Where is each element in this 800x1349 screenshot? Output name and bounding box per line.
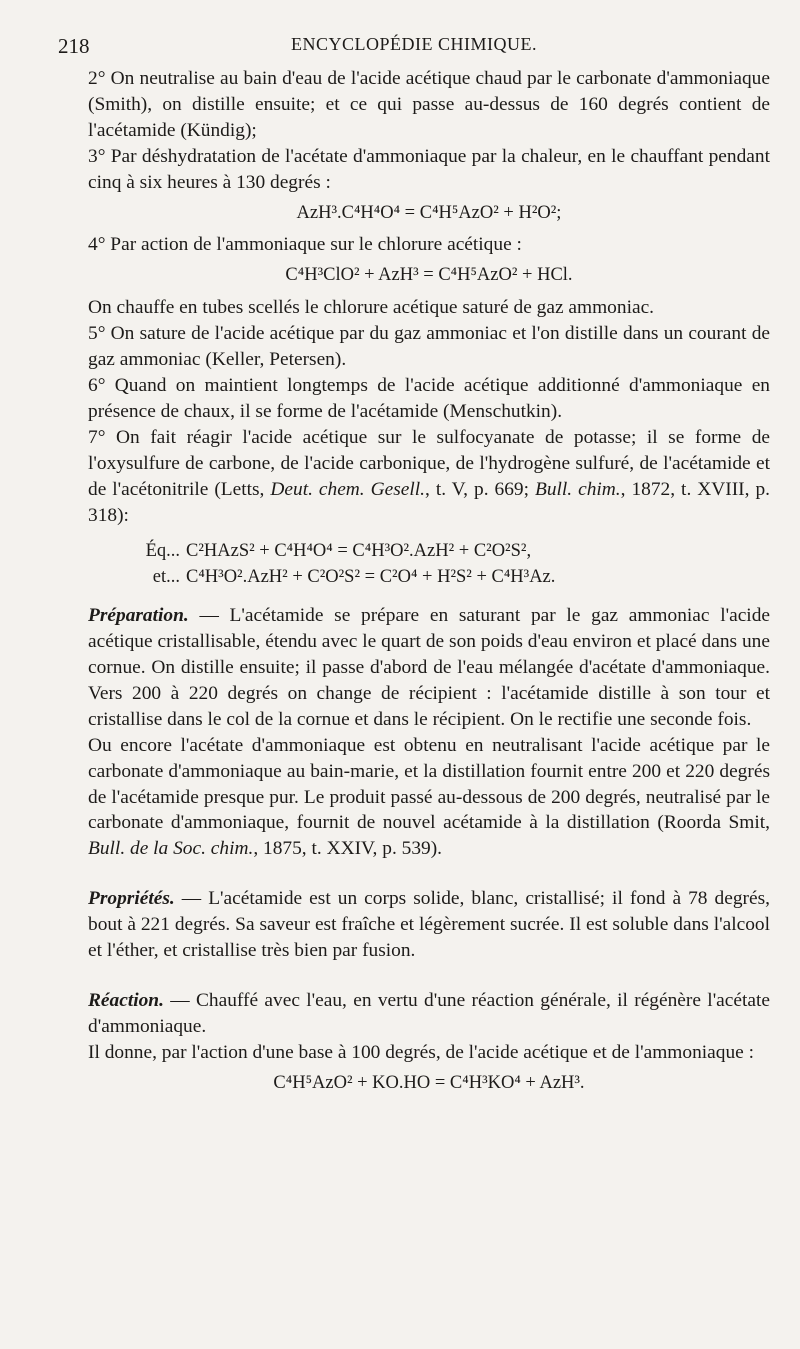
section-gap [88,862,770,886]
paragraph-preparation-alt [88,733,770,863]
preparation-alt-text-b: , 1875, t. XXIV, p. 539). [253,838,443,860]
reference-bull-chim: Bull. chim. [534,478,621,500]
equation-row [88,565,770,591]
formula-base-hydrolysis: C⁴H⁵AzO² + KO.HO = C⁴H³KO⁴ + AzH³. [273,1072,585,1093]
running-title: ENCYCLOPÉDIE CHIMIQUE. [291,34,537,54]
paragraph-base-action: Il donne, par l'action d'une base à 100 degrés, de l'acide acétique et de l'ammoniaque : [88,1041,754,1063]
reaction-text: — Chauffé avec l'eau, en vertu d'une réaction générale, il régénère l'acétate d'ammoniaque. [88,990,770,1037]
item7-text-a: 7° On fait réagir l'acide acétique sur le sulfocyanate de potasse; il se forme de l'oxysulfure de carbone, de l'acide carbonique, de l'hydrogène sulfuré, de l'acétamide et de l'acétonitrile (Letts, [88,426,770,500]
formula-chloride: C⁴H³ClO² + AzH³ = C⁴H⁵AzO² + HCl. [285,265,573,286]
section-gap [88,964,770,988]
item7-text-b: , t. V, p. 669; [425,478,535,500]
paragraph-item-7 [88,425,770,529]
page-number: 218 [58,34,90,58]
paragraph-sealed-tubes: On chauffe en tubes scellés le chlorure acétique saturé de gaz ammoniac. [88,297,655,319]
equation-block [88,539,770,591]
equation-row [88,539,770,565]
item7-text-c: , 1872, t. XVIII, p. 318): [88,478,770,526]
paragraph-proprietes [88,886,770,964]
equation-label: et... [152,567,180,588]
paragraph-preparation [88,603,770,733]
preparation-text: — L'acétamide se prépare en saturant par le gaz ammoniac l'acide acétique cristallisable, étendu avec le quart de son poids d'eau environ et placé dans une cornue. On distille ensuite; il passe d'abord de l'eau mélangée d'acétate d'ammoniaque. Vers 200 à 220 degrés on change de récipient : l'acétamide distille à son tour et cristallise dans le col de la cornue et dans le récipient. On le rectifie une seconde fois. [88,605,770,730]
paragraph-item-6: 6° Quand on maintient longtemps de l'acide acétique additionné d'ammoniaque en présence de chaux, il se forme de l'acétamide (Menschutkin). [88,374,770,422]
paragraph-item-3: 3° Par déshydratation de l'acétate d'ammoniaque par la chaleur, en le chauffant pendant cinq à six heures à 130 degrés : [88,145,770,193]
reference-deut-chem: Deut. chem. Gesell. [270,478,426,500]
proprietes-text: — L'acétamide est un corps solide, blanc, cristallisé; il fond à 78 degrés, bout à 221 degrés. Sa saveur est fraîche et légèrement sucrée. Il est soluble dans l'alcool et l'éther, et cristallise très bien par fusion. [88,888,770,962]
equation-expression: C⁴H³O².AzH² + C²O²S² = C²O⁴ + H²S² + C⁴H³Az. [186,567,556,588]
page-body [88,66,770,1103]
preparation-alt-text-a: Ou encore l'acétate d'ammoniaque est obtenu en neutralisant l'acide acétique par le carbonate d'ammoniaque au bain-marie, et la distillation fournit entre 200 et 220 degrés de l'acétamide presque pur. Le produit passé au-dessous de 200 degrés, neutralisé par le carbonate d'ammoniaque, fournit de nouvel acétamide à la distillation (Roorda Smit, [88,734,770,834]
heading-preparation: Préparation. [88,605,189,627]
paragraph-item-2: 2° On neutralise au bain d'eau de l'acide acétique chaud par le carbonate d'ammoniaque (Smith), on distille ensuite; et ce qui passe au-dessus de 160 degrés contient de l'acétamide (Kündig); [88,68,770,141]
equation-expression: C²HAzS² + C⁴H⁴O⁴ = C⁴H³O².AzH² + C²O²S², [186,541,532,562]
equation-label: Éq... [145,541,180,562]
heading-reaction: Réaction. [88,990,164,1011]
reference-bull-soc-chim: Bull. de la Soc. chim. [88,838,254,860]
formula-dehydration: AzH³.C⁴H⁴O⁴ = C⁴H⁵AzO² + H²O²; [296,202,562,223]
paragraph-reaction [88,988,770,1040]
heading-proprietes: Propriétés. [88,888,175,910]
page-header [58,34,770,62]
paragraph-item-4: 4° Par action de l'ammoniaque sur le chlorure acétique : [88,234,522,256]
paragraph-item-5: 5° On sature de l'acide acétique par du gaz ammoniac et l'on distille dans un courant de gaz ammoniac (Keller, Petersen). [88,323,770,371]
